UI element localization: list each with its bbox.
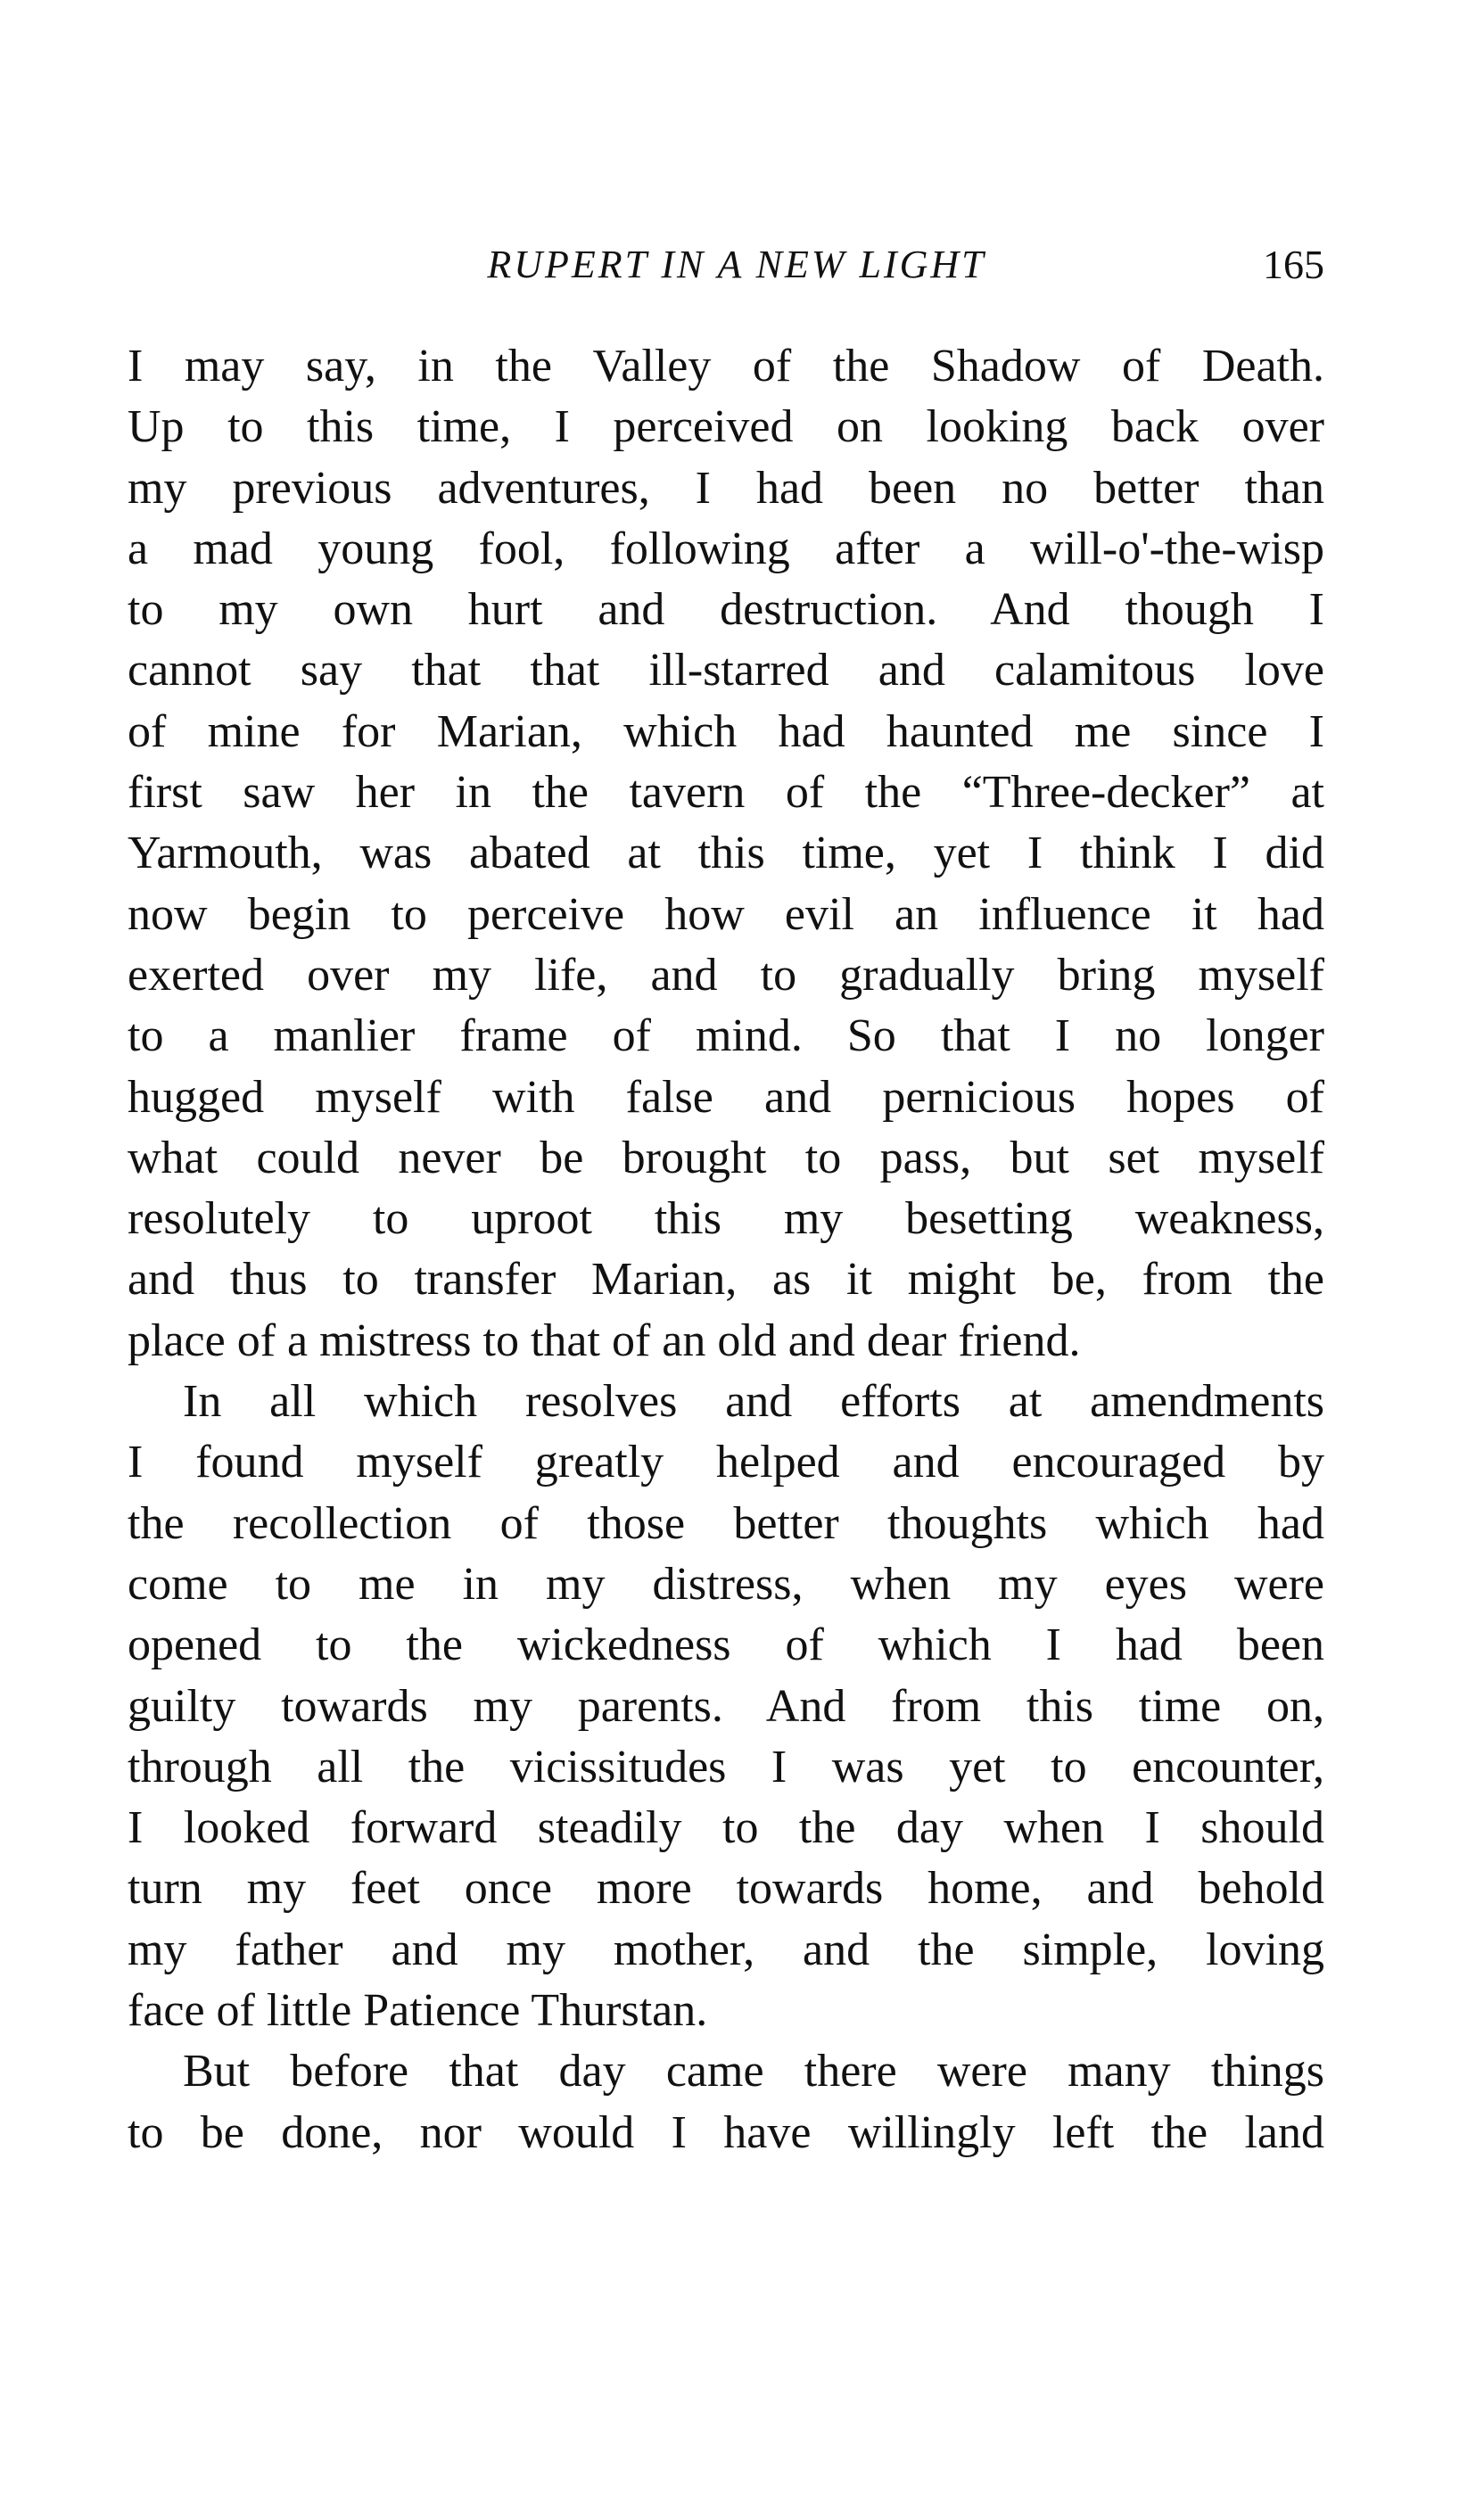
text-line: come to me in my distress, when my eyes were <box>128 1558 1324 1610</box>
text-line: hugged myself with false and pernicious hopes of <box>128 1071 1324 1123</box>
text-line: exerted over my life, and to gradually bring myself <box>128 949 1324 1001</box>
text-line: In all which resolves and efforts at amendments <box>183 1376 1324 1428</box>
text-line: I looked forward steadily to the day when I should <box>128 1802 1324 1854</box>
text-line: a mad young fool, following after a will-o'-the-wisp <box>128 523 1324 574</box>
text-line: resolutely to uproot this my besetting weakness, <box>128 1193 1324 1245</box>
text-line: the recollection of those better thoughts which had <box>128 1497 1324 1549</box>
text-line: Yarmouth, was abated at this time, yet I think I did <box>128 828 1324 879</box>
text-line: now begin to perceive how evil an influence it had <box>128 888 1324 940</box>
text-line: face of little Patience Thurstan. <box>128 1985 708 2037</box>
text-line: place of a mistress to that of an old and dear friend. <box>128 1314 1081 1366</box>
running-title: RUPERT IN A NEW LIGHT <box>487 243 986 286</box>
text-line: through all the vicissitudes I was yet to encounter, <box>128 1741 1324 1792</box>
text-line: But before that day came there were many things <box>183 2046 1324 2097</box>
text-line: to a manlier frame of mind. So that I no longer <box>128 1010 1324 1062</box>
text-line: guilty towards my parents. And from this time on, <box>128 1680 1324 1732</box>
text-line: opened to the wickedness of which I had been <box>128 1619 1324 1671</box>
text-line: my previous adventures, I had been no better than <box>128 462 1324 514</box>
body-text <box>128 336 1324 2163</box>
text-line: and thus to transfer Marian, as it might be, from the <box>128 1254 1324 1306</box>
text-line: first saw her in the tavern of the “Three-decker” at <box>128 767 1324 819</box>
text-line: my father and my mother, and the simple, loving <box>128 1924 1324 1975</box>
text-line: I may say, in the Valley of the Shadow of Death. <box>128 341 1324 391</box>
text-line: I found myself greatly helped and encouraged by <box>128 1437 1324 1488</box>
page-number: 165 <box>1263 242 1324 287</box>
text-line: of mine for Marian, which had haunted me since I <box>128 705 1324 757</box>
text-line: cannot say that that ill-starred and calamitous love <box>128 645 1324 696</box>
text-line: to be done, nor would I have willingly left the land <box>128 2106 1324 2158</box>
running-head <box>128 234 1324 296</box>
text-line: Up to this time, I perceived on looking back over <box>128 401 1324 453</box>
text-line: turn my feet once more towards home, and behold <box>128 1863 1324 1915</box>
text-line: to my own hurt and destruction. And though I <box>128 584 1324 636</box>
text-line: what could never be brought to pass, but set myself <box>128 1132 1324 1183</box>
